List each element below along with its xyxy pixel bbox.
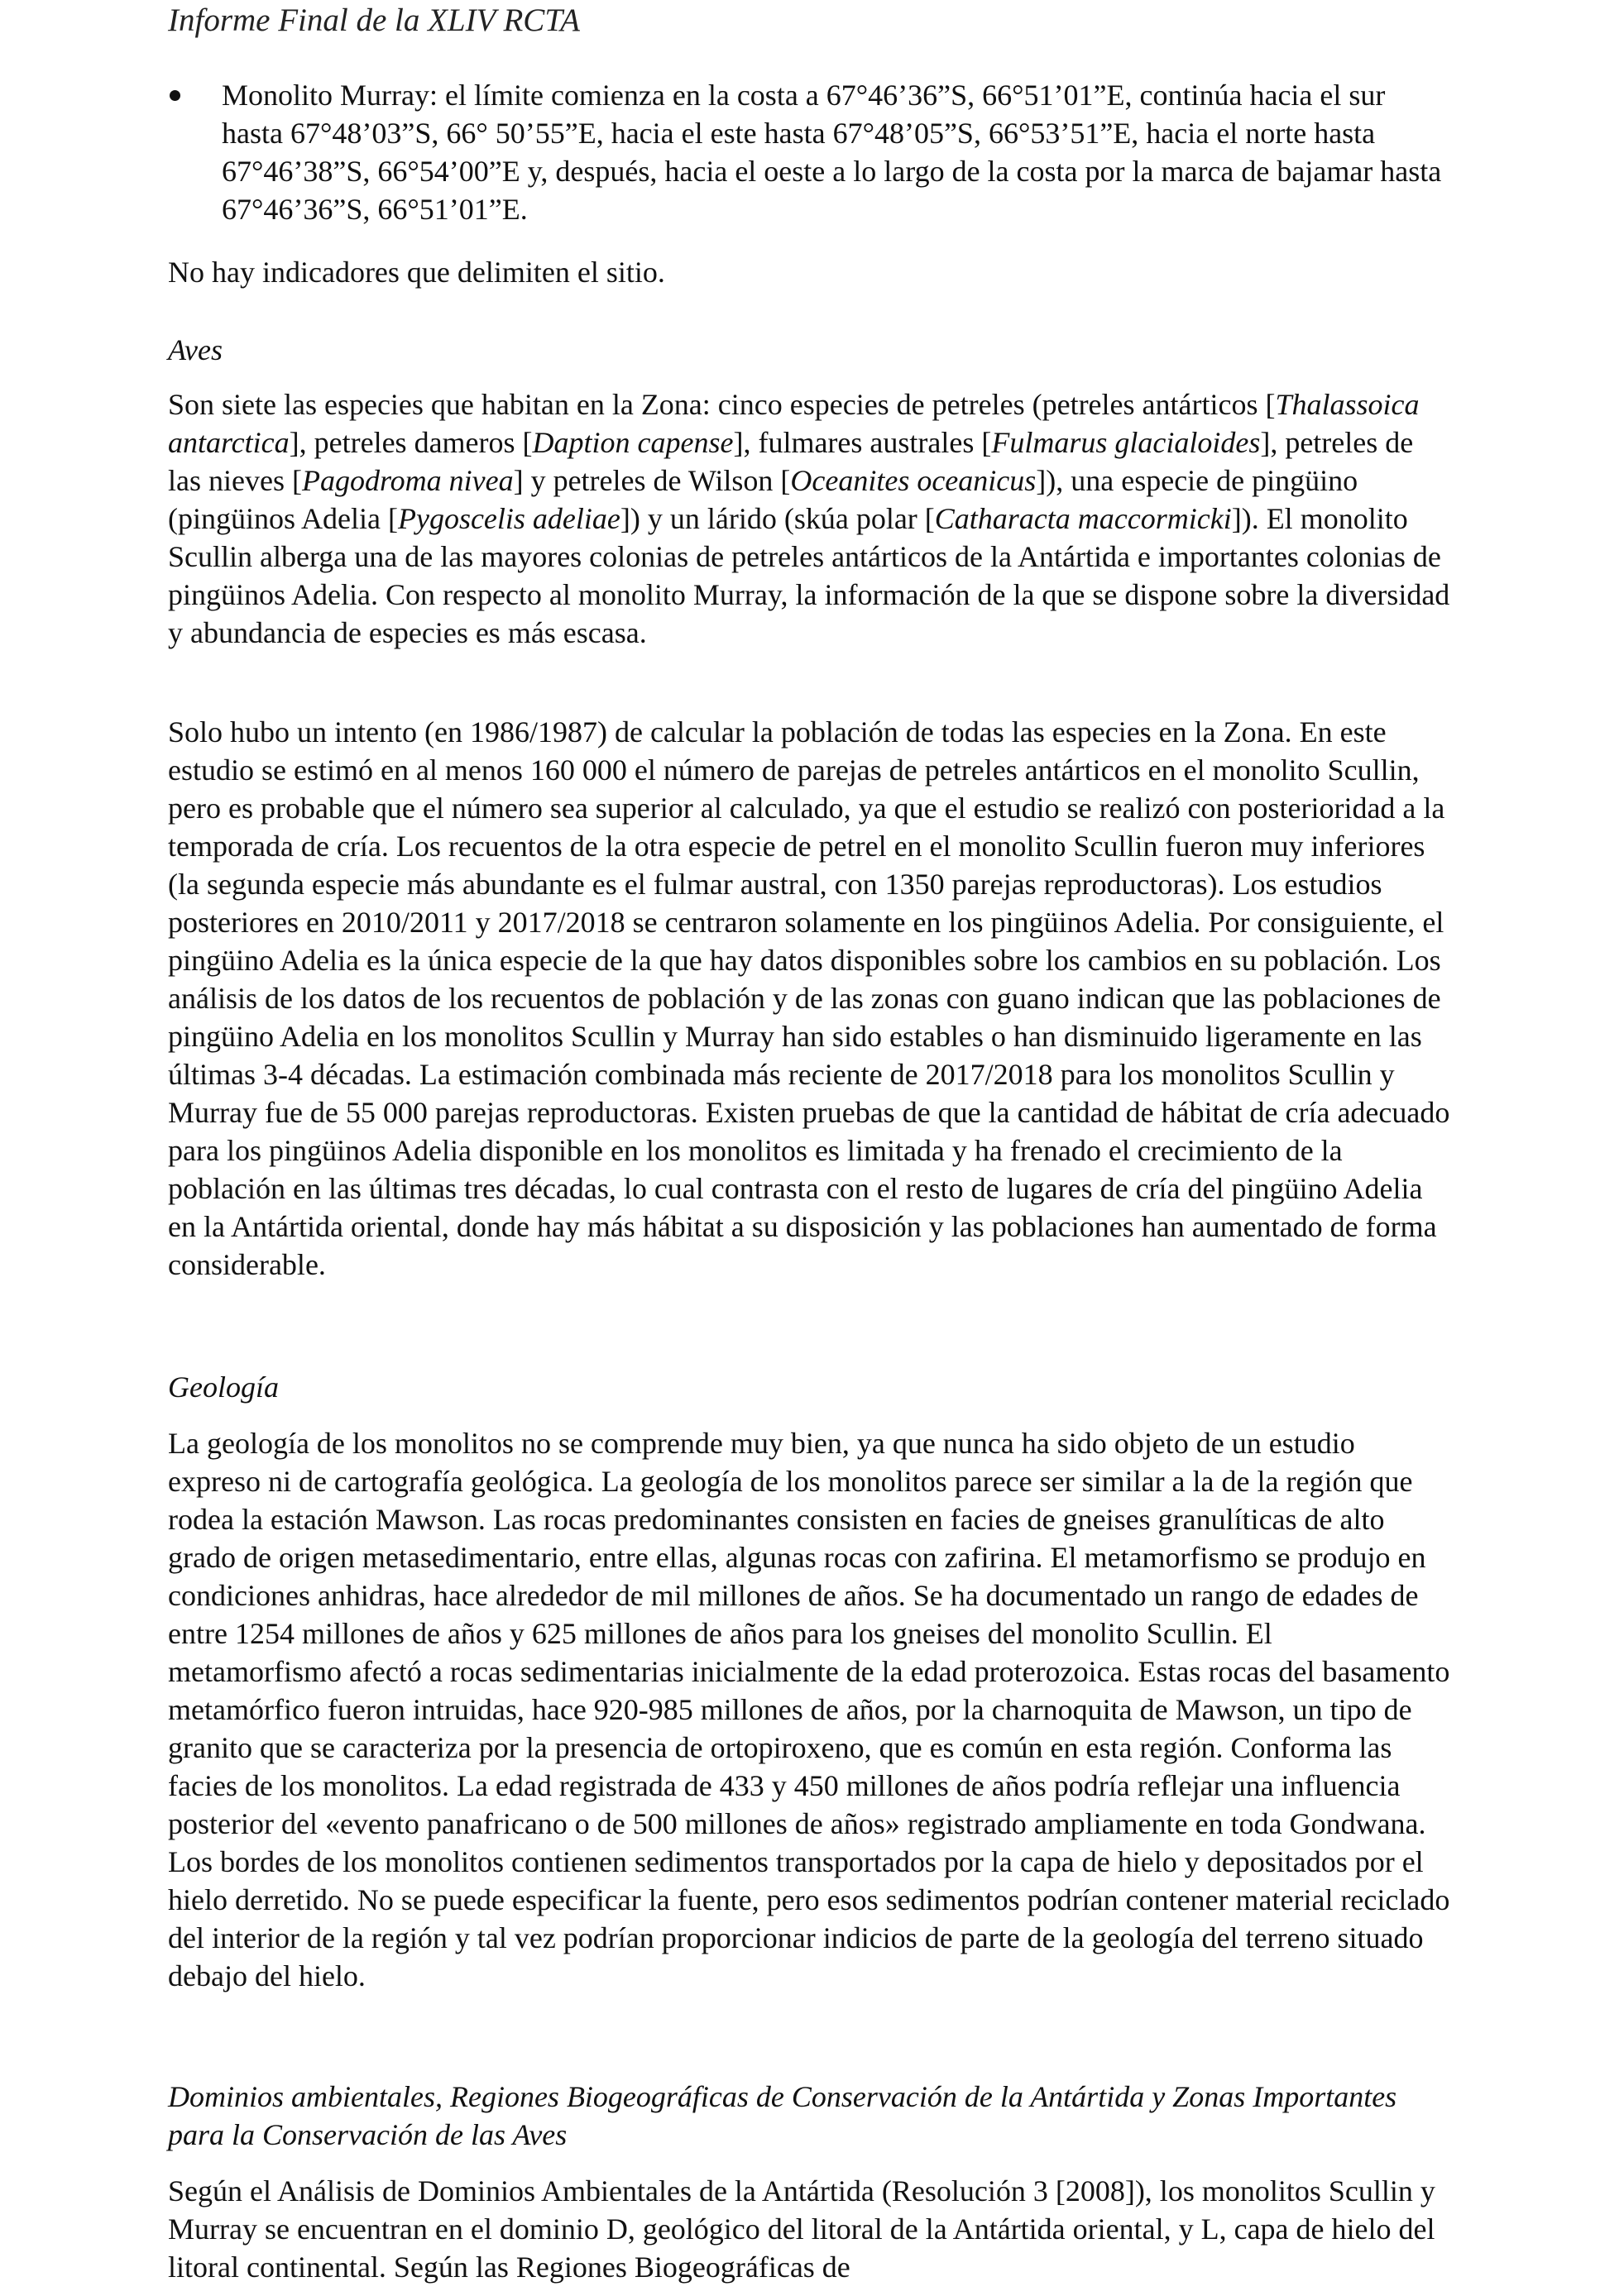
bullet-text: Monolito Murray: el límite comienza en la costa a 67°46’36”S, 66°51’01”E, continúa hacia el sur hasta 67°48’03”S, 66° 50’55”E, hacia el este hasta 67°48’05”S, 66°53’51”E, hacia el norte hasta 67°46’38”S, 66°54’00”E y, después, hacia el oeste a lo largo de la costa por la marca de bajamar hasta 67°46’36”S, 66°51’01”E. bbox=[222, 79, 1442, 226]
section-heading: Dominios ambientales, Regiones Biogeográficas de Conservación de la Antártida y Zonas Importantes para la Conservación de las Aves bbox=[168, 2080, 1397, 2151]
paragraph: Solo hubo un intento (en 1986/1987) de calcular la población de todas las especies en la Zona. En este estudio se estimó en al menos 160 000 el número de parejas de petreles antárticos en el monolito Scullin, pero es probable que el número sea superior al calculado, ya que el estudio se realizó con posterioridad a la temporada de cría. Los recuentos de la otra especie de petrel en el monolito Scullin fueron muy inferiores (la segunda especie más abundante es el fulmar austral, con 1350 parejas reproductoras). Los estudios posteriores en 2010/2011 y 2017/2018 se centraron solamente en los pingüinos Adelia. Por consiguiente, el pingüino Adelia es la única especie de la que hay datos disponibles sobre los cambios en su población. Los análisis de los datos de los recuentos de población y de las zonas con guano indican que las poblaciones de pingüino Adelia en los monolitos Scullin y Murray han sido estables o han disminuido ligeramente en las últimas 3-4 décadas. La estimación combinada más reciente de 2017/2018 para los monolitos Scullin y Murray fue de 55 000 parejas reproductoras. Existen pruebas de que la cantidad de hábitat de cría adecuado para los pingüinos Adelia disponible en los monolitos es limitada y ha frenado el crecimiento de la población en las últimas tres décadas, lo cual contrasta con el resto de lugares de cría del pingüino Adelia en la Antártida oriental, donde hay más hábitat a su disposición y las poblaciones han aumentado de forma considerable. bbox=[168, 715, 1450, 1281]
dominios-paragraph bbox=[168, 2172, 1450, 2286]
text-run: ]). El monolito Scullin alberga una de las mayores colonias de petreles antárticos de la Antártida e importantes colonias de pingüinos Adelia. Con respecto al monolito Murray, la información de la que se dispone sobre la diversidad y abundancia de especies es más escasa. bbox=[168, 502, 1450, 649]
aves-paragraph-2 bbox=[168, 713, 1450, 1284]
section-heading: Aves bbox=[168, 333, 223, 366]
species-name: Pagodroma nivea bbox=[301, 464, 514, 497]
text-run: ]) y un lárido (skúa polar [ bbox=[620, 502, 935, 535]
dominios-heading bbox=[168, 2078, 1450, 2154]
paragraph: La geología de los monolitos no se comprende muy bien, ya que nunca ha sido objeto de un estudio expreso ni de cartografía geológica. La geología de los monolitos parece ser similar a la de la región que rodea la estación Mawson. Las rocas predominantes consisten en facies de gneises granulíticas de alto grado de origen metasedimentario, entre ellas, algunas rocas con zafirina. El metamorfismo se produjo en condiciones anhidras, hace alrededor de mil millones de años. Se ha documentado un rango de edades de entre 1254 millones de años y 625 millones de años para los gneises del monolito Scullin. El metamorfismo afectó a rocas sedimentarias inicialmente de la edad proterozoica. Estas rocas del basamento metamórfico fueron intruidas, hace 920-985 millones de años, por la charnoquita de Mawson, un tipo de granito que se caracteriza por la presencia de ortopiroxeno, que es común en esta región. Conforma las facies de los monolitos. La edad registrada de 433 y 450 millones de años podría reflejar una influencia posterior del «evento panafricano o de 500 millones de años» registrado ampliamente en toda Gondwana. Los bordes de los monolitos contienen sedimentos transportados por la capa de hielo y depositados por el hielo derretido. No se puede especificar la fuente, pero esos sedimentos podrían contener material reciclado del interior de la región y tal vez podrían proporcionar indicios de parte de la geología del terreno situado debajo del hielo. bbox=[168, 1427, 1450, 1992]
text-run: ], petreles dameros [ bbox=[289, 426, 533, 459]
aves-heading bbox=[168, 331, 1450, 369]
text-run: Son siete las especies que habitan en la Zona: cinco especies de petreles (petreles antárticos [ bbox=[168, 388, 1276, 421]
paragraph bbox=[168, 385, 1450, 652]
text-run: ]), una especie de pingüino (pingüinos Adelia [ bbox=[168, 464, 1358, 535]
species-name: Pygoscelis adeliae bbox=[397, 502, 620, 535]
species-name: Thalassoica antarctica bbox=[168, 388, 1420, 459]
paragraph: No hay indicadores que delimiten el sitio. bbox=[168, 256, 665, 289]
bullet-icon bbox=[170, 90, 180, 101]
species-name: Catharacta maccormicki bbox=[934, 502, 1232, 535]
geologia-paragraph bbox=[168, 1424, 1450, 1995]
text-run: ], petreles de las nieves [ bbox=[168, 426, 1414, 497]
list-item bbox=[168, 76, 1450, 228]
geologia-heading bbox=[168, 1368, 1450, 1406]
species-name: Fulmarus glacialoides bbox=[991, 426, 1261, 459]
section-heading: Geología bbox=[168, 1370, 279, 1404]
species-name: Oceanites oceanicus bbox=[790, 464, 1037, 497]
aves-paragraph-1 bbox=[168, 385, 1450, 652]
paragraph: Según el Análisis de Dominios Ambientales de la Antártida (Resolución 3 [2008]), los monolitos Scullin y Murray se encuentran en el dominio D, geológico del litoral de la Antártida oriental, y L, capa de hielo del litoral continental. Según las Regiones Biogeográficas de bbox=[168, 2174, 1435, 2284]
running-header: Informe Final de la XLIV RCTA bbox=[168, 2, 580, 38]
text-run: ] y petreles de Wilson [ bbox=[513, 464, 791, 497]
text-run: ], fulmares australes [ bbox=[733, 426, 992, 459]
species-name: Daption capense bbox=[532, 426, 734, 459]
markers-paragraph bbox=[168, 253, 1450, 291]
boundary-bullet bbox=[168, 76, 1450, 228]
